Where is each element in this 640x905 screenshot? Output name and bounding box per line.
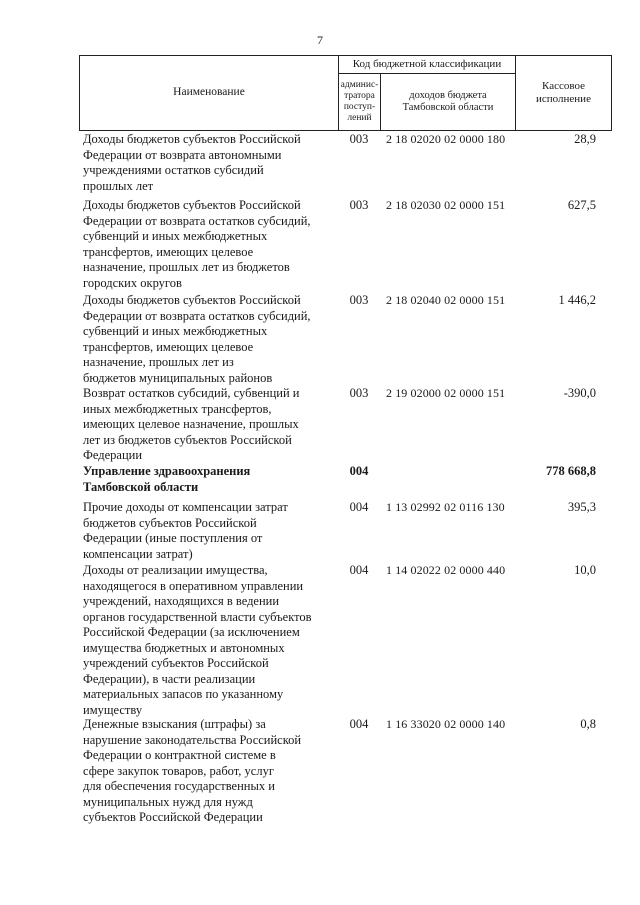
row-code: 2 18 02040 02 0000 151 — [386, 293, 506, 307]
header-admin-label: админис- тратора поступ- лений — [340, 80, 379, 123]
row-amount: 10,0 — [574, 563, 596, 577]
page-number: 7 — [317, 33, 323, 47]
row-amount: 627,5 — [567, 198, 596, 212]
row-admin: 004 — [349, 563, 369, 577]
row-code: 1 16 33020 02 0000 140 — [386, 717, 506, 731]
row-admin: 004 — [349, 717, 369, 731]
row-code: 2 18 02020 02 0000 180 — [386, 132, 506, 146]
header-cash — [516, 56, 611, 130]
header-admin — [339, 74, 381, 130]
row-admin: 004 — [349, 464, 369, 478]
row-admin: 004 — [349, 500, 369, 514]
table-header — [79, 55, 612, 131]
row-amount: 395,3 — [567, 500, 596, 514]
row-name: Доходы бюджетов субъектов Российской Федерации от возврата остатков субсидий, субвенций и иных межбюджетных трансфертов, имеющих целевое назначение, прошлых лет из бюджетов городских округов — [83, 198, 311, 290]
row-name: Прочие доходы от компенсации затрат бюджетов субъектов Российской Федерации (иные поступления от компенсации затрат) — [83, 500, 288, 561]
row-code: 2 18 02030 02 0000 151 — [386, 198, 506, 212]
row-admin: 003 — [349, 293, 369, 307]
row-amount: 778 668,8 — [546, 464, 596, 478]
row-name: Управление здравоохранения Тамбовской области — [83, 464, 251, 494]
row-admin: 003 — [349, 198, 369, 212]
row-amount: 1 446,2 — [558, 293, 596, 307]
row-name: Доходы бюджетов субъектов Российской Федерации от возврата автономными учреждениями остатков субсидий прошлых лет — [83, 132, 301, 193]
row-amount: 0,8 — [580, 717, 596, 731]
row-name: Возврат остатков субсидий, субвенций и иных межбюджетных трансфертов, имеющих целевое назначение, прошлых лет из бюджетов субъектов Российской Федерации — [83, 386, 300, 462]
header-name: Наименование — [80, 56, 339, 130]
row-name: Доходы от реализации имущества, находящегося в оперативном управлении учреждений, находящихся в ведении органов государственной власти субъектов Российской Федерации (за исключением имущества бюджетных и автономных учреждений субъектов Российской Федерации), в части реализации материальных запасов по указанному имуществу — [83, 563, 312, 717]
row-name: Денежные взыскания (штрафы) за нарушение законодательства Российской Федерации о контрактной системе в сфере закупок товаров, работ, услуг для обеспечения государственных и муниципальных нужд для нужд субъектов Российской Федерации — [83, 717, 302, 824]
row-admin: 003 — [349, 386, 369, 400]
header-income-label: доходов бюджета Тамбовской области — [402, 89, 494, 113]
row-amount: -390,0 — [563, 386, 596, 400]
header-cash-label: Кассовое исполнение — [536, 80, 591, 105]
row-code: 1 14 02022 02 0000 440 — [386, 563, 506, 577]
row-amount: 28,9 — [574, 132, 596, 146]
row-name: Доходы бюджетов субъектов Российской Федерации от возврата остатков субсидий, субвенций и иных межбюджетных трансфертов, имеющих целевое назначение, прошлых лет из бюджетов муниципальных районов — [83, 293, 311, 385]
row-code: 1 13 02992 02 0116 130 — [386, 500, 505, 514]
row-code: 2 19 02000 02 0000 151 — [386, 386, 506, 400]
header-code-group: Код бюджетной классификации — [339, 56, 516, 74]
header-income — [381, 74, 516, 130]
row-admin: 003 — [349, 132, 369, 146]
